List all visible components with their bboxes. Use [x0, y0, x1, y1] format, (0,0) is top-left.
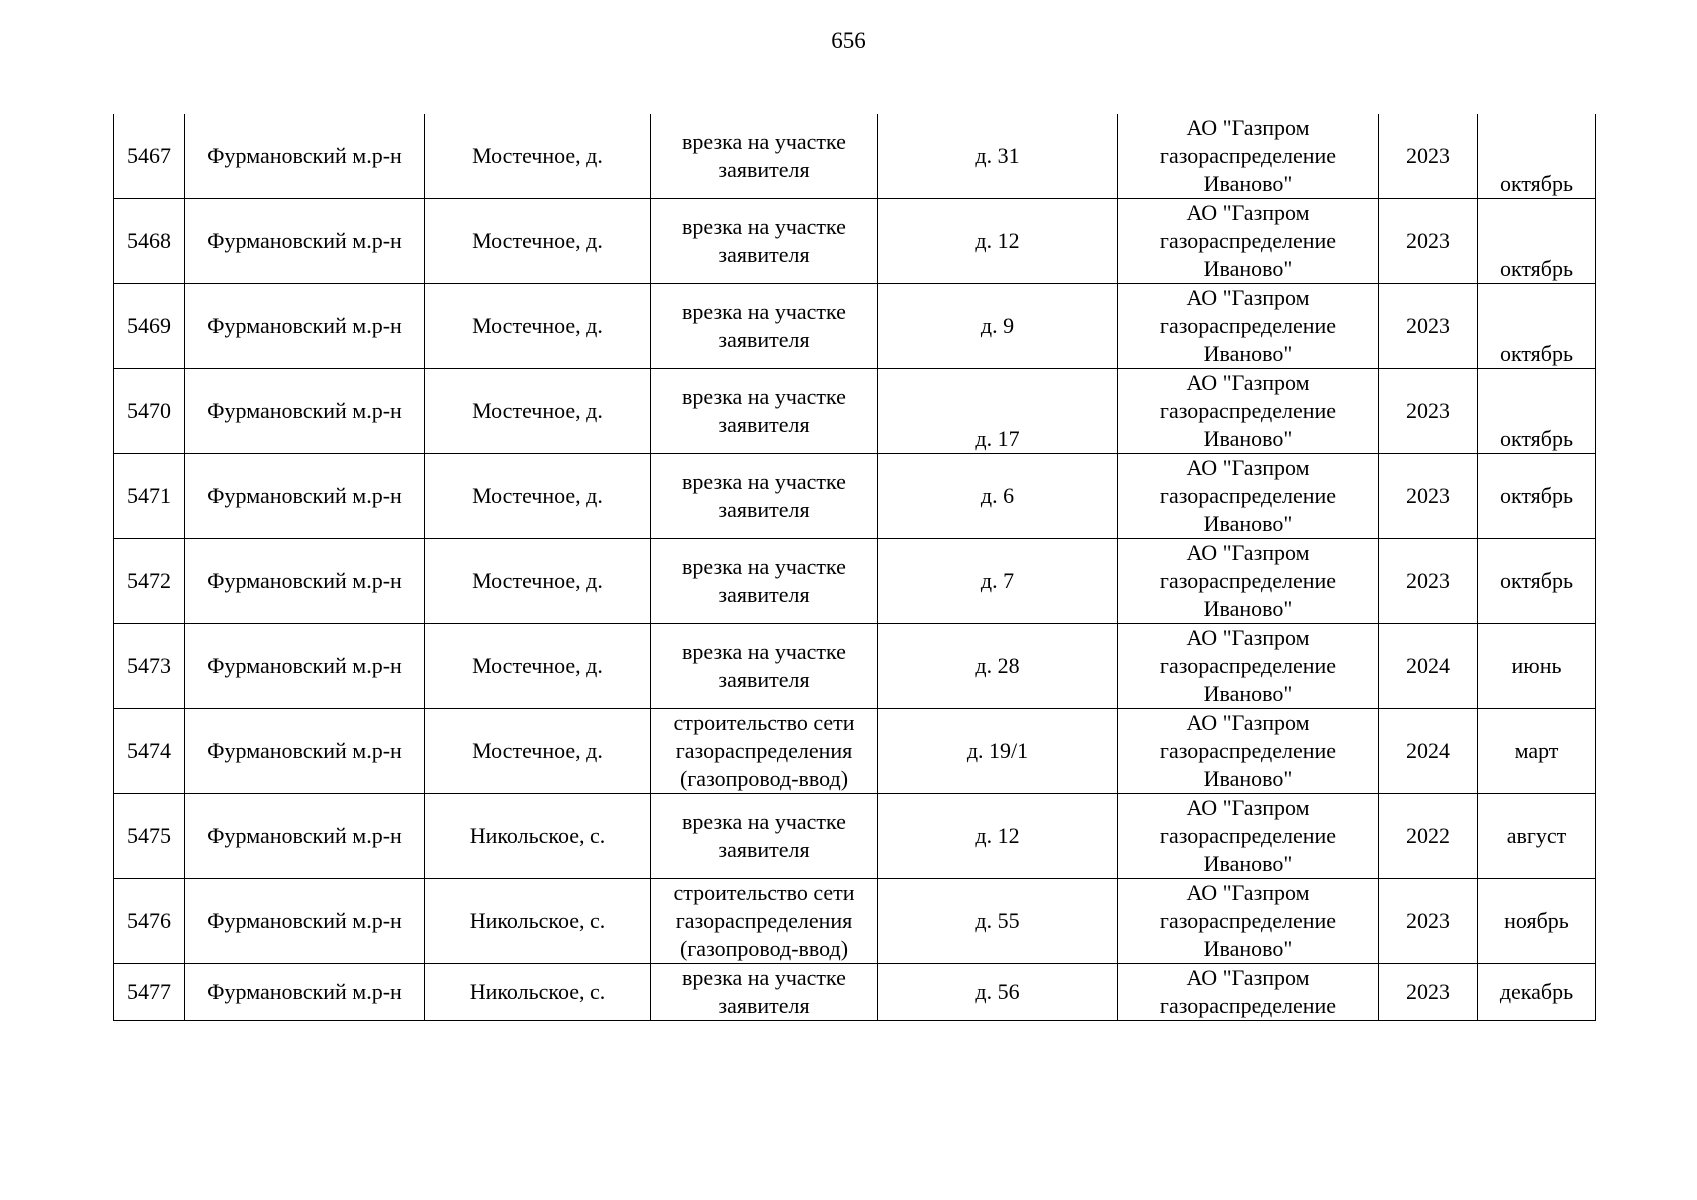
month-cell: ноябрь [1478, 879, 1596, 964]
table-row [114, 794, 1596, 879]
house-cell: д. 6 [878, 454, 1118, 539]
year-cell: 2023 [1379, 879, 1478, 964]
year-cell: 2023 [1379, 454, 1478, 539]
settlement-cell: Мостечное, д. [425, 284, 651, 369]
table-row [114, 454, 1596, 539]
month-cell: октябрь [1478, 114, 1596, 199]
work-type-cell: врезка на участке заявителя [651, 964, 878, 1021]
year-cell: 2023 [1379, 199, 1478, 284]
house-cell: д. 28 [878, 624, 1118, 709]
settlement-cell: Мостечное, д. [425, 369, 651, 454]
settlement-cell: Никольское, с. [425, 964, 651, 1021]
row-number: 5467 [114, 114, 185, 199]
month-cell: октябрь [1478, 454, 1596, 539]
settlement-cell: Мостечное, д. [425, 454, 651, 539]
house-cell: д. 9 [878, 284, 1118, 369]
work-type-cell: врезка на участке заявителя [651, 114, 878, 199]
district-cell: Фурмановский м.р-н [185, 114, 425, 199]
house-cell: д. 12 [878, 794, 1118, 879]
table-row [114, 369, 1596, 454]
year-cell: 2024 [1379, 709, 1478, 794]
table-row [114, 114, 1596, 199]
row-number: 5475 [114, 794, 185, 879]
year-cell: 2023 [1379, 114, 1478, 199]
district-cell: Фурмановский м.р-н [185, 199, 425, 284]
month-cell: октябрь [1478, 284, 1596, 369]
house-cell: д. 55 [878, 879, 1118, 964]
month-cell: октябрь [1478, 539, 1596, 624]
settlement-cell: Мостечное, д. [425, 539, 651, 624]
organization-cell: АО "Газпром газораспределение Иваново" [1118, 879, 1379, 964]
table-row [114, 709, 1596, 794]
organization-cell: АО "Газпром газораспределение Иваново" [1118, 369, 1379, 454]
row-number: 5470 [114, 369, 185, 454]
settlement-cell: Мостечное, д. [425, 114, 651, 199]
work-type-cell: врезка на участке заявителя [651, 369, 878, 454]
house-cell: д. 56 [878, 964, 1118, 1021]
district-cell: Фурмановский м.р-н [185, 454, 425, 539]
row-number: 5471 [114, 454, 185, 539]
year-cell: 2023 [1379, 964, 1478, 1021]
month-cell: декабрь [1478, 964, 1596, 1021]
work-type-cell: врезка на участке заявителя [651, 454, 878, 539]
row-number: 5476 [114, 879, 185, 964]
month-cell: октябрь [1478, 199, 1596, 284]
row-number: 5468 [114, 199, 185, 284]
table-row [114, 284, 1596, 369]
house-cell: д. 7 [878, 539, 1118, 624]
organization-cell: АО "Газпром газораспределение Иваново" [1118, 454, 1379, 539]
table-row [114, 539, 1596, 624]
page-number: 656 [831, 28, 866, 53]
work-type-cell: врезка на участке заявителя [651, 794, 878, 879]
settlement-cell: Мостечное, д. [425, 199, 651, 284]
table-row [114, 964, 1596, 1021]
table-row [114, 879, 1596, 964]
district-cell: Фурмановский м.р-н [185, 794, 425, 879]
work-type-cell: врезка на участке заявителя [651, 199, 878, 284]
settlement-cell: Никольское, с. [425, 879, 651, 964]
settlement-cell: Мостечное, д. [425, 624, 651, 709]
work-type-cell: строительство сети газораспределения (газопровод-ввод) [651, 879, 878, 964]
organization-cell: АО "Газпром газораспределение Иваново" [1118, 284, 1379, 369]
year-cell: 2023 [1379, 539, 1478, 624]
settlement-cell: Никольское, с. [425, 794, 651, 879]
organization-cell: АО "Газпром газораспределение Иваново" [1118, 199, 1379, 284]
work-type-cell: врезка на участке заявителя [651, 624, 878, 709]
district-cell: Фурмановский м.р-н [185, 624, 425, 709]
year-cell: 2024 [1379, 624, 1478, 709]
work-type-cell: врезка на участке заявителя [651, 284, 878, 369]
house-cell: д. 31 [878, 114, 1118, 199]
row-number: 5477 [114, 964, 185, 1021]
row-number: 5473 [114, 624, 185, 709]
organization-cell: АО "Газпром газораспределение Иваново" [1118, 114, 1379, 199]
house-cell: д. 12 [878, 199, 1118, 284]
row-number: 5472 [114, 539, 185, 624]
work-type-cell: врезка на участке заявителя [651, 539, 878, 624]
district-cell: Фурмановский м.р-н [185, 369, 425, 454]
organization-cell: АО "Газпром газораспределение [1118, 964, 1379, 1021]
district-cell: Фурмановский м.р-н [185, 539, 425, 624]
district-cell: Фурмановский м.р-н [185, 879, 425, 964]
organization-cell: АО "Газпром газораспределение Иваново" [1118, 709, 1379, 794]
district-cell: Фурмановский м.р-н [185, 284, 425, 369]
month-cell: март [1478, 709, 1596, 794]
year-cell: 2023 [1379, 284, 1478, 369]
table-row [114, 624, 1596, 709]
district-cell: Фурмановский м.р-н [185, 709, 425, 794]
year-cell: 2023 [1379, 369, 1478, 454]
row-number: 5474 [114, 709, 185, 794]
district-cell: Фурмановский м.р-н [185, 964, 425, 1021]
month-cell: август [1478, 794, 1596, 879]
organization-cell: АО "Газпром газораспределение Иваново" [1118, 624, 1379, 709]
work-type-cell: строительство сети газораспределения (газопровод-ввод) [651, 709, 878, 794]
organization-cell: АО "Газпром газораспределение Иваново" [1118, 794, 1379, 879]
year-cell: 2022 [1379, 794, 1478, 879]
gasification-register-table [113, 114, 1596, 1021]
settlement-cell: Мостечное, д. [425, 709, 651, 794]
table-row [114, 199, 1596, 284]
month-cell: октябрь [1478, 369, 1596, 454]
month-cell: июнь [1478, 624, 1596, 709]
house-cell: д. 19/1 [878, 709, 1118, 794]
row-number: 5469 [114, 284, 185, 369]
house-cell: д. 17 [878, 369, 1118, 454]
organization-cell: АО "Газпром газораспределение Иваново" [1118, 539, 1379, 624]
